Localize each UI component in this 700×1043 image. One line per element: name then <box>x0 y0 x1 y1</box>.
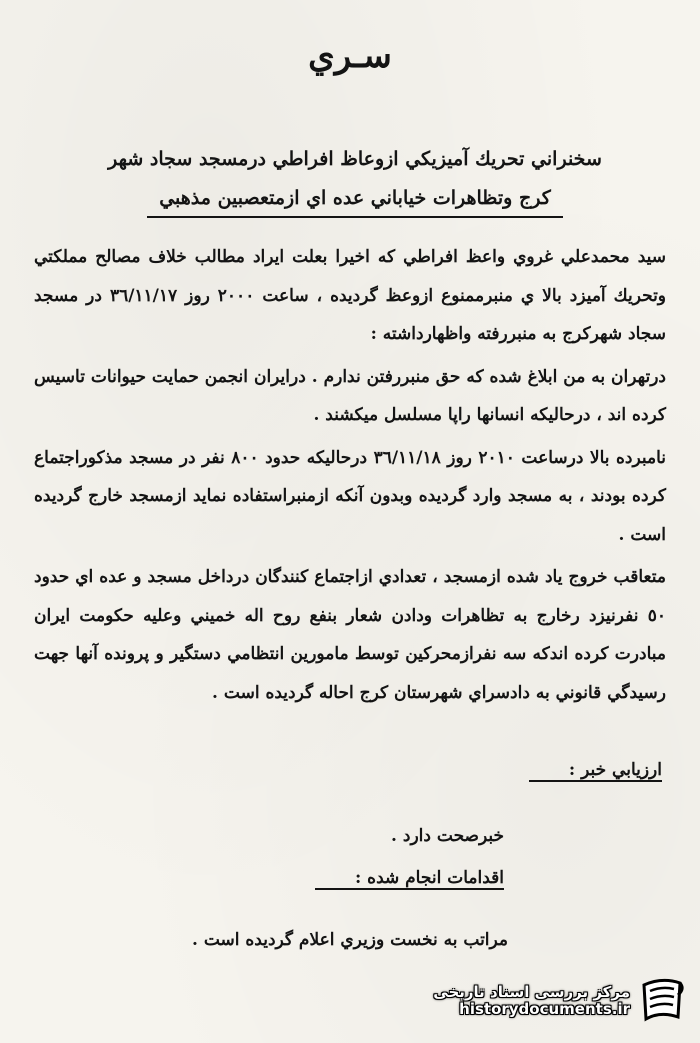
book-scroll-icon <box>638 975 686 1027</box>
paragraph-1: سيد محمدعلي غروي واعظ افراطي كه اخيرا بعلت ايراد مطالب خلاف مصالح مملكتي وتحريك آميزد بالا ي منبرممنوع ازوعظ گرديده ، ساعت ٢٠٠٠ روز ٣٦/١١/١٧ در مسجد سجاد شهركرج به منبررفته واظهارداشته : <box>34 247 667 344</box>
title-line-1: سخنراني تحريك آميزيكي ازوعاظ افراطي درمسجد سجاد شهر <box>108 148 602 170</box>
evaluation-label: ارزيابي خبر : <box>529 760 662 782</box>
watermark-domain: historydocuments.ir <box>459 1000 630 1018</box>
footer-note: مراتب به نخست وزيري اعلام گرديده است . <box>191 930 509 950</box>
document-body <box>34 238 666 716</box>
watermark <box>386 971 686 1031</box>
paragraph-2: درتهران به من ابلاغ شده كه حق منبررفتن ندارم . درايران انجمن حمايت حيوانات تاسيس كرده اند ، درحاليكه انسانها راپا مسلسل ميكشند . <box>34 366 666 425</box>
watermark-persian: مرکز بررسی اسناد تاریخی <box>433 982 630 1001</box>
evaluation-value: خبرصحت دارد . <box>391 826 504 846</box>
classification-heading: سـري <box>308 36 392 76</box>
title-line-2: كرج وتظاهرات خياباني عده اي ازمتعصبين مذهبي <box>147 180 563 218</box>
document-title <box>100 138 610 218</box>
paragraph-3: نامبرده بالا درساعت ٢٠١٠ روز ٣٦/١١/١٨ درحاليكه حدود ٨٠٠ نفر در مسجد مذكوراجتماع كرده بودند ، به مسجد وارد گرديده وبدون آنكه ازمنبراستفاده نمايد ازمسجد خارج گرديده است . <box>34 447 667 545</box>
actions-label: اقدامات انجام شده : <box>315 868 504 890</box>
paragraph-4: متعاقب خروج ياد شده ازمسجد ، تعدادي ازاجتماع كنندگان درداخل مسجد و عده اي حدود ٥٠ نفرنيزد رخارج به تظاهرات ودادن شعار بنفع روح اله خميني وعليه حكومت ايران مبادرت كرده اندكه سه نفرازمحركين توسط مامورين انتظامي دستگير و پرونده آنها جهت رسيدگي قانوني به دادسراي شهرستان كرج احاله گرديده است . <box>34 567 666 703</box>
